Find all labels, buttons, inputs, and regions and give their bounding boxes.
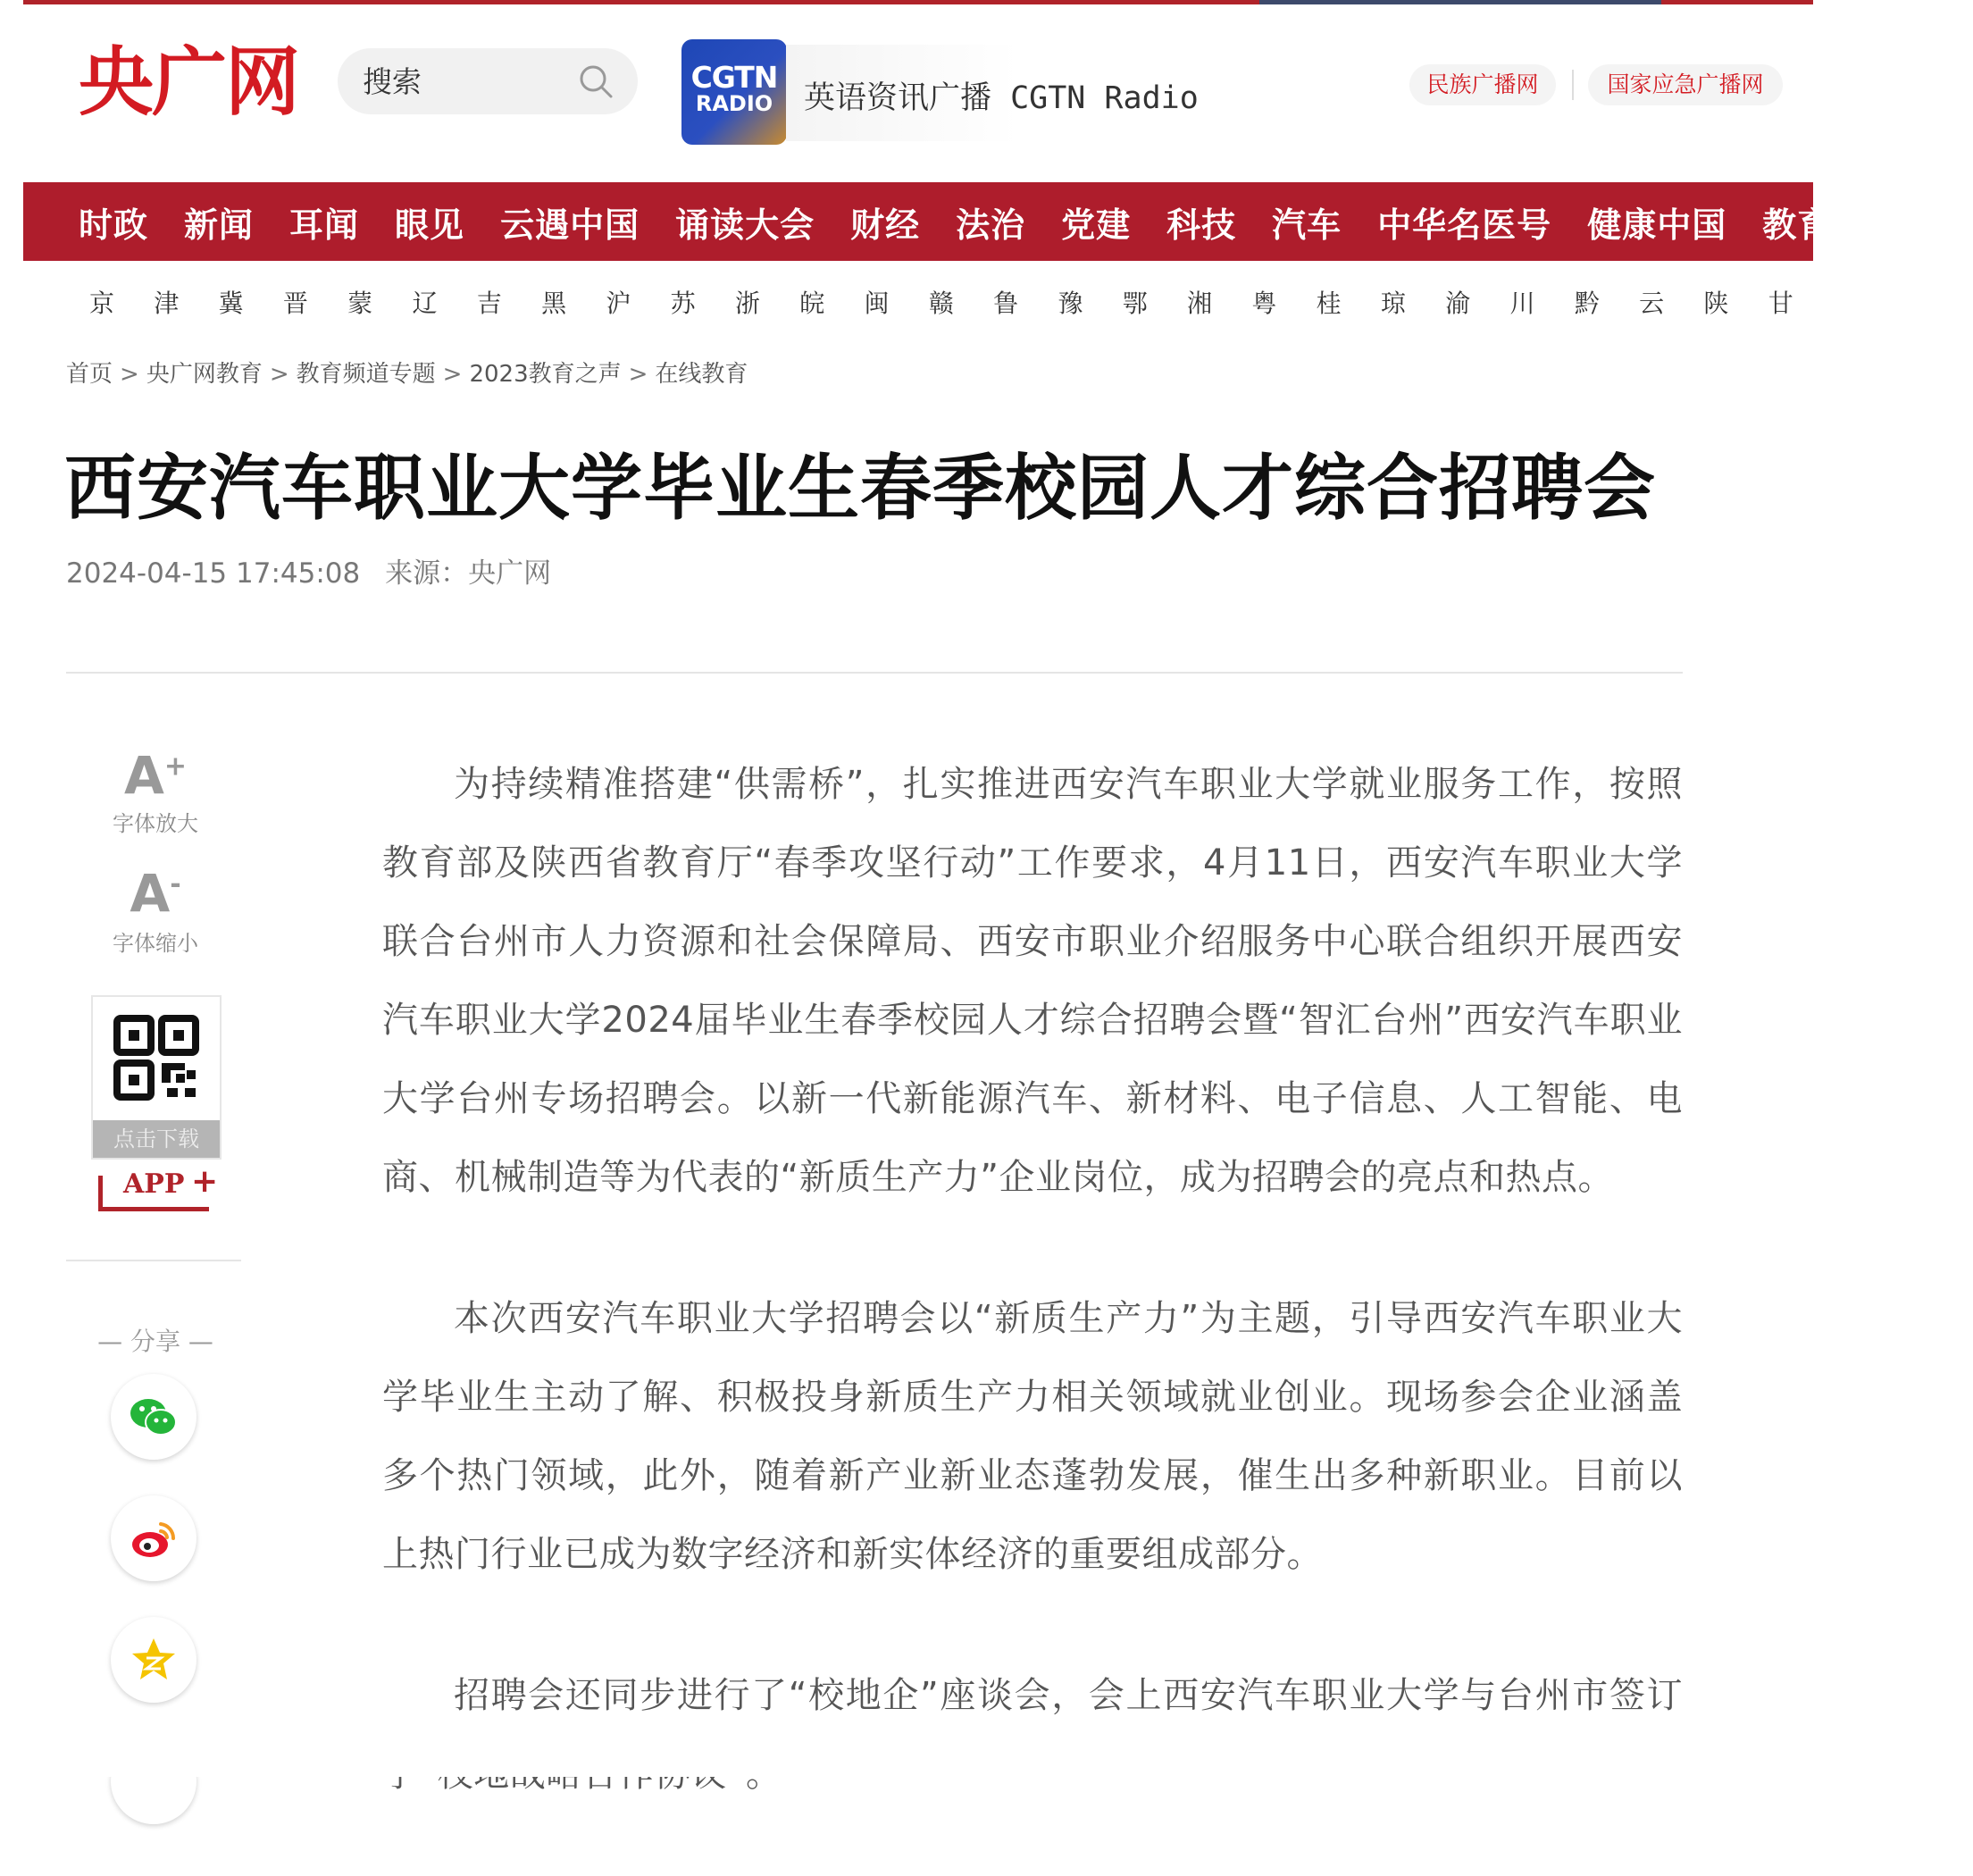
province-nav-item[interactable]: 鄂 — [1122, 289, 1148, 318]
main-nav-item[interactable]: 新闻 — [184, 205, 255, 245]
main-nav-item[interactable]: 云遇中国 — [500, 205, 640, 245]
main-nav-item[interactable]: 科技 — [1166, 205, 1237, 245]
search-icon[interactable] — [577, 63, 614, 100]
province-nav-item[interactable]: 黔 — [1574, 289, 1600, 318]
main-nav-item[interactable]: 财经 — [850, 205, 921, 245]
app-qr-download[interactable] — [91, 995, 222, 1160]
share-weibo-button[interactable] — [111, 1495, 196, 1581]
article-paragraph-2: 本次西安汽车职业大学招聘会以“新质生产力”为主题，引导西安汽车职业大学毕业生主动了解、积极投身新质生产力相关领域就业创业。现场参会企业涵盖多个热门领域，此外，随着新产业新业态蓬勃发展，催生出多种新职业。目前以上热门行业已成为数字经济和新实体经济的重要组成部分。 — [382, 1298, 1683, 1575]
province-nav-item[interactable]: 桂 — [1316, 289, 1342, 318]
breadcrumb-separator: > — [628, 361, 648, 388]
province-nav-item[interactable]: 沪 — [606, 289, 631, 318]
province-nav-item[interactable]: 辽 — [412, 289, 438, 318]
main-nav-item[interactable]: 诵读大会 — [675, 205, 815, 245]
main-nav-item[interactable]: 健康中国 — [1587, 205, 1727, 245]
qr-download-label[interactable]: 点击下载 — [93, 1120, 220, 1158]
share-label: — 分享 — — [97, 1327, 213, 1356]
breadcrumb-link[interactable]: 2023教育之声 — [469, 361, 622, 388]
header-link-separator — [1572, 70, 1574, 100]
main-nav-item[interactable]: 耳闻 — [289, 205, 360, 245]
breadcrumb-link[interactable]: 教育频道专题 — [296, 361, 436, 388]
main-nav-items — [79, 182, 1973, 261]
breadcrumb-link[interactable]: 央广网教育 — [146, 361, 263, 388]
province-nav-item[interactable]: 京 — [88, 289, 114, 318]
province-nav-item[interactable]: 赣 — [928, 289, 954, 318]
main-nav-item[interactable]: 文旅 — [1868, 205, 1938, 245]
province-nav-item[interactable]: 湘 — [1187, 289, 1213, 318]
qr-code-icon — [113, 1015, 199, 1101]
province-nav-item[interactable]: 黑 — [541, 289, 567, 318]
app-plus-badge[interactable] — [96, 1163, 219, 1211]
province-nav-item[interactable]: 苏 — [670, 289, 696, 318]
wechat-icon — [127, 1390, 180, 1444]
article-meta — [66, 550, 551, 590]
font-decrease-icon[interactable]: A- — [130, 863, 181, 924]
breadcrumb-separator: > — [120, 361, 139, 388]
breadcrumb — [66, 356, 748, 389]
main-nav-item[interactable]: 法治 — [956, 205, 1026, 245]
breadcrumb-link[interactable]: 在线教育 — [655, 361, 748, 388]
main-nav-item[interactable]: 眼见 — [395, 205, 465, 245]
article-paragraph-3: 招聘会还同步进行了“校地企”座谈会，会上西安汽车职业大学与台州市签订 — [454, 1675, 1683, 1716]
province-nav-item[interactable]: 冀 — [218, 289, 244, 318]
province-nav-item[interactable]: 闽 — [864, 289, 890, 318]
article-paragraph-1: 为持续精准搭建“供需桥”，扎实推进西安汽车职业大学就业服务工作，按照教育部及陕西省教育厅“春季攻坚行动”工作要求，4月11日，西安汽车职业大学联合台州市人力资源和社会保障局、西安市职业介绍服务中心联合组织开展西安汽车职业大学2024届毕业生春季校园人才综合招聘会暨“智汇台州”西安汽车职业大学台州专场招聘会。以新一代新能源汽车、新材料、电子信息、人工智能、电商、机械制造等为代表的“新质生产力”企业岗位，成为招聘会的亮点和热点。 — [382, 764, 1683, 1198]
article-source: 央广网 — [468, 557, 552, 590]
emergency-radio-link[interactable]: 国家应急广播网 — [1588, 64, 1783, 105]
article-title: 西安汽车职业大学毕业生春季校园人才综合招聘会 — [64, 447, 1656, 530]
ethnic-radio-link[interactable]: 民族广播网 — [1409, 64, 1556, 105]
app-badge-plus: + — [191, 1163, 219, 1200]
font-decrease-label[interactable]: 字体缩小 — [113, 931, 198, 956]
share-wechat-button[interactable] — [111, 1374, 196, 1460]
main-nav-item[interactable]: 时政 — [79, 205, 149, 245]
cgtn-banner-text[interactable]: 英语资讯广播 CGTN Radio — [804, 80, 1199, 116]
font-increase-label[interactable]: 字体放大 — [113, 811, 198, 836]
cgtn-logo-line1: CGTN — [690, 60, 778, 95]
province-nav-item[interactable]: 云 — [1639, 289, 1665, 318]
province-nav-item[interactable]: 津 — [154, 289, 180, 318]
province-nav-item[interactable]: 川 — [1509, 289, 1535, 318]
province-nav-item[interactable]: 琼 — [1380, 289, 1406, 318]
province-nav-item[interactable]: 陕 — [1703, 289, 1729, 318]
province-nav-item[interactable]: 吉 — [476, 289, 502, 318]
article-datetime: 2024-04-15 17:45:08 — [66, 557, 361, 590]
app-badge-text: APP — [123, 1168, 185, 1200]
main-nav-item[interactable]: 汽车 — [1272, 205, 1342, 245]
cgtn-radio-logo[interactable] — [681, 39, 787, 145]
tools-divider — [66, 1260, 241, 1261]
province-nav-item[interactable]: 甘 — [1768, 289, 1793, 318]
article-body — [382, 745, 1683, 1876]
site-logo[interactable]: 央广网 — [79, 38, 299, 126]
article-source-label: 来源： — [385, 557, 469, 590]
main-nav-item[interactable]: 中华名医号 — [1377, 205, 1552, 245]
qzone-icon — [127, 1633, 180, 1687]
province-nav-item[interactable]: 晋 — [282, 289, 308, 318]
top-banner-image-strip — [1259, 0, 1661, 4]
breadcrumb-separator: > — [269, 361, 289, 388]
province-nav-item[interactable]: 浙 — [734, 289, 760, 318]
province-nav-item[interactable]: 豫 — [1058, 289, 1083, 318]
main-nav-item[interactable]: 党建 — [1061, 205, 1132, 245]
province-nav-item[interactable]: 粤 — [1251, 289, 1277, 318]
province-nav-item[interactable]: 渝 — [1445, 289, 1471, 318]
search-input[interactable] — [363, 48, 568, 114]
search-box — [338, 48, 638, 114]
weibo-icon — [127, 1512, 180, 1565]
province-nav-item[interactable]: 蒙 — [347, 289, 373, 318]
province-nav-item[interactable]: 皖 — [799, 289, 825, 318]
font-increase-icon[interactable]: A+ — [123, 745, 188, 806]
province-nav-item[interactable]: 鲁 — [993, 289, 1019, 318]
title-divider — [66, 672, 1683, 674]
main-nav — [23, 182, 1938, 261]
main-nav-item[interactable]: 教育 — [1762, 205, 1833, 245]
breadcrumb-separator: > — [442, 361, 463, 388]
breadcrumb-link[interactable]: 首页 — [66, 361, 113, 388]
share-qzone-button[interactable] — [111, 1617, 196, 1703]
cgtn-logo-line2: RADIO — [695, 91, 773, 116]
province-nav — [84, 284, 1799, 320]
viewport-bottom-cutoff — [0, 1733, 1829, 1777]
